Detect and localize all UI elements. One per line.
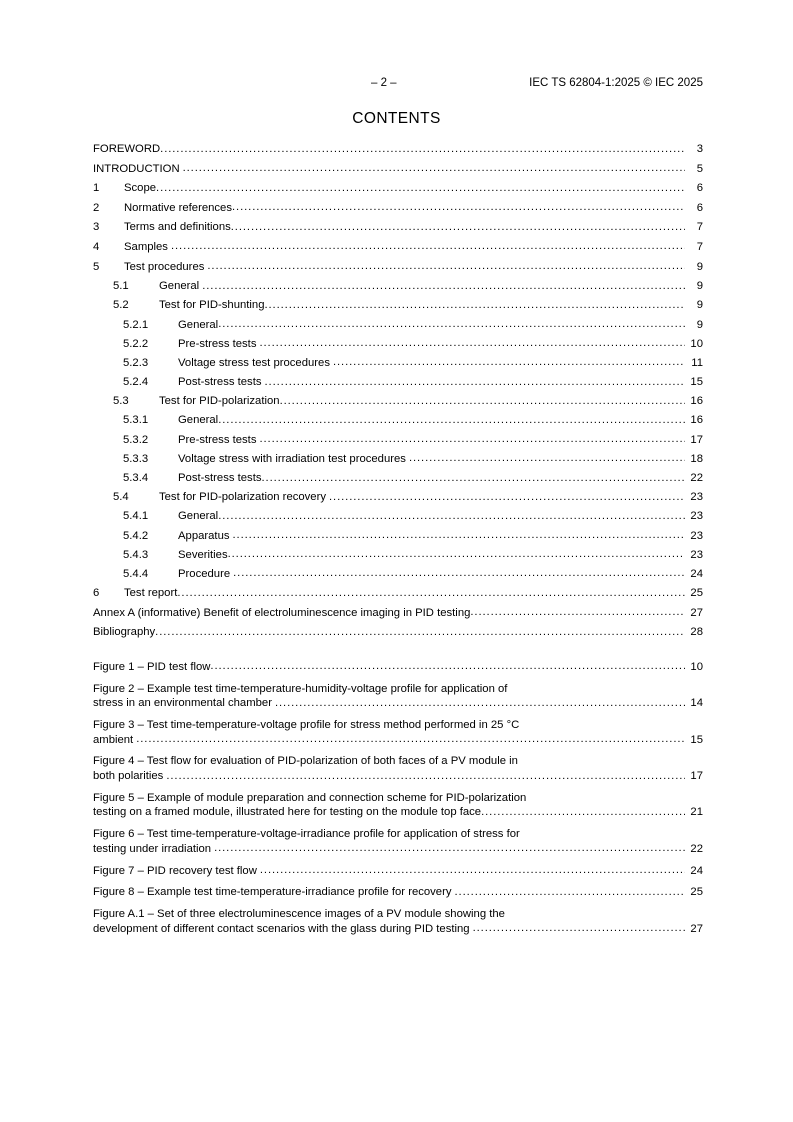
toc-entry-clause-5-2-2[interactable] <box>93 338 703 350</box>
dot-leader <box>171 240 685 252</box>
dot-leader <box>275 696 685 711</box>
dot-leader <box>218 414 685 426</box>
toc-entry-page: 16 <box>690 414 703 427</box>
dot-leader <box>214 841 685 856</box>
toc-entry-page: 5 <box>696 162 703 175</box>
toc-entry-title: Voltage stress with irradiation test procedures <box>178 452 406 465</box>
dot-leader <box>280 395 685 407</box>
dot-leader <box>259 337 685 349</box>
toc-figure-entry-2[interactable] <box>93 682 703 711</box>
toc-entry-page: 28 <box>690 626 703 639</box>
toc-entry-title: Post-stress tests <box>178 472 262 485</box>
toc-entry-number: 3 <box>93 221 100 234</box>
dot-leader <box>262 472 686 484</box>
figure-caption-line: Figure 4 – Test flow for evaluation of PID-polarization of both faces of a PV module in <box>93 755 518 768</box>
dot-leader <box>228 548 685 560</box>
dot-leader <box>177 587 685 599</box>
toc-entry-number: 5.3.2 <box>123 433 149 446</box>
toc-entry-title: Test for PID-polarization recovery <box>159 491 327 504</box>
dot-leader <box>409 452 685 464</box>
toc-entry-title: General <box>159 280 200 293</box>
dot-leader <box>329 491 685 503</box>
toc-entry-page: 21 <box>690 806 703 819</box>
toc-entry-page: 25 <box>690 886 703 899</box>
figure-caption-line: ambient <box>93 733 134 746</box>
dot-leader <box>207 260 685 272</box>
toc-entry-clause-5-2-3[interactable] <box>93 357 703 369</box>
figure-caption-line: Figure 5 – Example of module preparation and connection scheme for PID-polarization <box>93 791 527 804</box>
dot-leader <box>156 182 685 194</box>
figure-caption-line: both polarities <box>93 770 164 783</box>
toc-entry-clause-1[interactable] <box>93 182 703 194</box>
figure-caption-line: Figure 1 – PID test flow <box>93 660 211 673</box>
dot-leader <box>259 433 685 445</box>
toc-figure-entry-4[interactable] <box>93 754 703 783</box>
toc-entry-page: 7 <box>696 240 703 253</box>
figure-caption-line: development of different contact scenarios with the glass during PID testing <box>93 922 470 935</box>
toc-entry-foreword[interactable] <box>93 143 703 155</box>
toc-entry-title: Pre-stress tests <box>178 433 257 446</box>
toc-entry-clause-4[interactable] <box>93 241 703 253</box>
table-of-contents <box>93 143 703 944</box>
dot-leader <box>218 510 685 522</box>
toc-entry-title: Voltage stress test procedures <box>178 356 330 369</box>
toc-entry-clause-5-3-1[interactable] <box>93 414 703 426</box>
toc-entry-title: Samples <box>124 240 168 253</box>
toc-entry-introduction[interactable] <box>93 163 703 175</box>
page-title: CONTENTS <box>352 110 441 127</box>
toc-entry-clause-2[interactable] <box>93 202 703 214</box>
toc-figure-entry-5[interactable] <box>93 791 703 820</box>
figure-caption-line: Figure 3 – Test time-temperature-voltage profile for stress method performed in 25 °C <box>93 719 520 732</box>
dot-leader <box>260 863 685 878</box>
toc-entry-page: 16 <box>690 395 703 408</box>
toc-entry-page: 17 <box>690 433 703 446</box>
dot-leader <box>481 805 685 820</box>
toc-entry-number: 5.2.1 <box>123 318 149 331</box>
toc-entry-page: 9 <box>696 280 703 293</box>
toc-entry-clause-3[interactable] <box>93 221 703 233</box>
dot-leader <box>166 769 685 784</box>
figure-caption-line: testing under irradiation <box>93 842 212 855</box>
toc-entry-page: 14 <box>690 697 703 710</box>
dot-leader <box>210 659 685 674</box>
toc-entry-number: 5.3.1 <box>123 414 149 427</box>
toc-entry-clause-6[interactable] <box>93 587 703 599</box>
toc-entry-page: 7 <box>696 221 703 234</box>
toc-entry-clause-5[interactable] <box>93 261 703 273</box>
figure-caption-line: testing on a framed module, illustrated here for testing on the module top face <box>93 806 482 819</box>
toc-entry-title: General <box>178 414 219 427</box>
toc-entry-number: 5.4.3 <box>123 548 149 561</box>
dot-leader <box>265 376 686 388</box>
toc-entry-number: 5.2.3 <box>123 356 149 369</box>
toc-entry-title: Apparatus <box>178 529 230 542</box>
dot-leader <box>155 626 685 638</box>
toc-entry-number: 5.4.2 <box>123 529 149 542</box>
toc-entry-number: 5.4.4 <box>123 567 149 580</box>
toc-entry-clause-5-3-4[interactable] <box>93 472 703 484</box>
toc-entry-page: 9 <box>696 260 703 273</box>
figure-caption-line: Figure 2 – Example test time-temperature-humidity-voltage profile for application of <box>93 682 508 695</box>
toc-entry-title: Test for PID-shunting <box>159 299 265 312</box>
toc-entry-number: 6 <box>93 587 100 600</box>
toc-figure-entry-6[interactable] <box>93 827 703 856</box>
toc-entry-number: 4 <box>93 240 100 253</box>
document-reference: IEC TS 62804-1:2025 © IEC 2025 <box>529 77 703 89</box>
toc-entry-page: 23 <box>690 510 703 523</box>
section-spacer <box>93 646 703 660</box>
toc-entry-clause-5-2-1[interactable] <box>93 319 703 331</box>
toc-entry-page: 6 <box>696 201 703 214</box>
toc-entry-clause-5-4-1[interactable] <box>93 510 703 522</box>
toc-entry-page: 23 <box>690 548 703 561</box>
toc-entry-page: 10 <box>690 660 703 673</box>
toc-entry-page: 27 <box>690 922 703 935</box>
toc-entry-title: INTRODUCTION <box>93 162 180 175</box>
toc-entry-title: Terms and definitions <box>124 221 231 234</box>
dot-leader <box>455 885 685 900</box>
toc-entry-title: Annex A (informative) Benefit of electroluminescence imaging in PID testing <box>93 606 471 619</box>
toc-figure-entry-7[interactable] <box>93 864 703 879</box>
dot-leader <box>136 732 685 747</box>
toc-entry-page: 3 <box>696 143 703 155</box>
dot-leader <box>232 201 685 213</box>
toc-entry-number: 5.2 <box>113 299 129 312</box>
toc-entry-title: Post-stress tests <box>178 376 262 389</box>
toc-entry-title: Test procedures <box>124 260 205 273</box>
toc-entry-clause-5-2-4[interactable] <box>93 376 703 388</box>
figure-caption-line: Figure 6 – Test time-temperature-voltage-irradiance profile for application of stress for <box>93 828 520 841</box>
toc-entry-bibliography[interactable] <box>93 626 703 638</box>
toc-entry-page: 10 <box>690 337 703 350</box>
toc-entry-title: Pre-stress tests <box>178 337 257 350</box>
toc-entry-number: 5 <box>93 260 100 273</box>
toc-entry-title: Normative references <box>124 201 232 214</box>
dot-leader <box>160 143 685 155</box>
toc-entry-number: 5.3 <box>113 395 129 408</box>
figure-caption-line: Figure 8 – Example test time-temperature-irradiance profile for recovery <box>93 886 452 899</box>
toc-entry-title: Scope <box>124 182 157 195</box>
toc-entry-page: 15 <box>690 733 703 746</box>
dot-leader <box>231 221 685 233</box>
toc-entry-clause-5-3[interactable] <box>93 395 703 407</box>
toc-entry-clause-5-2[interactable] <box>93 299 703 311</box>
toc-entry-number: 5.3.4 <box>123 472 149 485</box>
toc-entry-annex-a[interactable] <box>93 607 703 619</box>
toc-entry-page: 17 <box>690 770 703 783</box>
toc-entry-page: 27 <box>690 606 703 619</box>
toc-entry-title: General <box>178 318 219 331</box>
toc-entry-clause-5-3-3[interactable] <box>93 453 703 465</box>
toc-figure-entry-1[interactable] <box>93 660 703 675</box>
toc-figure-entry-8[interactable] <box>93 885 703 900</box>
toc-entry-clause-5-1[interactable] <box>93 280 703 292</box>
toc-entry-page: 23 <box>690 529 703 542</box>
figure-caption-line: Figure 7 – PID recovery test flow <box>93 864 257 877</box>
toc-entry-title: Test for PID-polarization <box>159 395 280 408</box>
dot-leader <box>233 529 686 541</box>
dot-leader <box>470 606 685 618</box>
toc-figure-entry-a1[interactable] <box>93 907 703 936</box>
toc-entry-clause-5-4-2[interactable] <box>93 530 703 542</box>
toc-entry-page: 24 <box>690 864 703 877</box>
toc-entry-clause-5-4-3[interactable] <box>93 549 703 561</box>
toc-entry-page: 22 <box>690 842 703 855</box>
dot-leader <box>233 567 685 579</box>
dot-leader <box>183 162 685 174</box>
toc-entry-number: 5.4 <box>113 491 129 504</box>
toc-entry-number: 5.2.2 <box>123 337 149 350</box>
toc-entry-title: Bibliography <box>93 626 156 639</box>
toc-entry-number: 1 <box>93 182 100 195</box>
toc-entry-page: 6 <box>696 182 703 195</box>
toc-entry-page: 15 <box>690 376 703 389</box>
toc-entry-page: 22 <box>690 472 703 485</box>
toc-entry-number: 5.1 <box>113 280 129 293</box>
running-header <box>93 75 703 91</box>
toc-entry-page: 25 <box>690 587 703 600</box>
toc-entry-clause-5-3-2[interactable] <box>93 434 703 446</box>
toc-entry-page: 9 <box>696 318 703 331</box>
toc-entry-title: Severities <box>178 548 228 561</box>
figure-caption-line: Figure A.1 – Set of three electroluminescence images of a PV module showing the <box>93 908 505 921</box>
toc-entry-clause-5-4[interactable] <box>93 491 703 503</box>
dot-leader <box>218 318 685 330</box>
toc-figure-entry-3[interactable] <box>93 718 703 747</box>
toc-entry-number: 5.3.3 <box>123 452 149 465</box>
toc-entry-page: 18 <box>690 452 703 465</box>
toc-entry-number: 2 <box>93 201 100 214</box>
toc-entry-title: Procedure <box>178 567 231 580</box>
page-folio: – 2 – <box>371 77 397 89</box>
dot-leader <box>333 356 685 368</box>
toc-entry-title: Test report <box>124 587 178 600</box>
toc-entry-page: 9 <box>696 299 703 312</box>
figure-caption-line: stress in an environmental chamber <box>93 697 272 710</box>
toc-entry-number: 5.2.4 <box>123 376 149 389</box>
toc-entry-page: 24 <box>690 567 703 580</box>
toc-entry-page: 23 <box>690 491 703 504</box>
toc-entry-title: General <box>178 510 219 523</box>
toc-entry-number: 5.4.1 <box>123 510 149 523</box>
dot-leader <box>202 280 685 292</box>
dot-leader <box>264 299 685 311</box>
toc-entry-clause-5-4-4[interactable] <box>93 568 703 580</box>
dot-leader <box>473 921 685 936</box>
toc-entry-page: 11 <box>691 356 703 369</box>
toc-entry-title: FOREWORD <box>93 143 161 155</box>
